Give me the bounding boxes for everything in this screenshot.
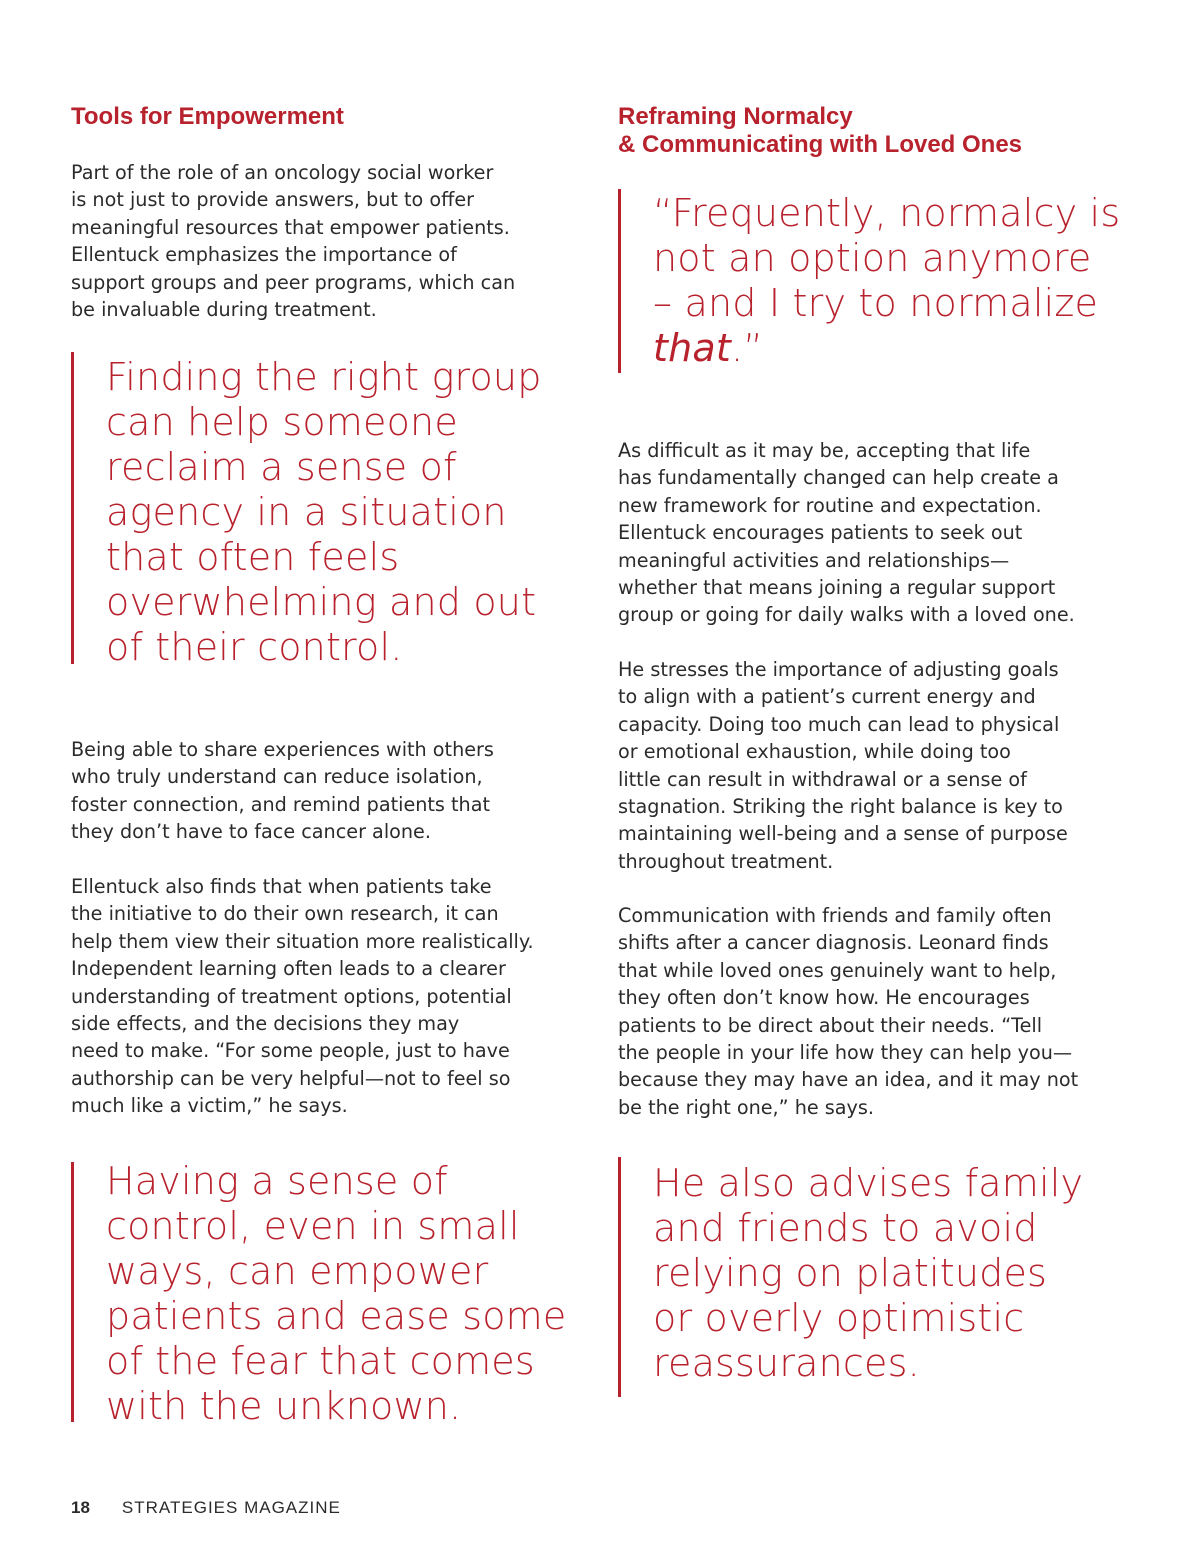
section-heading-tools: Tools for Empowerment xyxy=(71,103,344,130)
pull-quote-text xyxy=(653,191,1138,371)
paragraph-accepting-change: As difficult as it may be, accepting that life has fundamentally changed can help create a new framework for routine and expectation. Ellentuck encourages patients to seek out meaningful activities and relationships— whether that means joining a regular support group or going for daily walks with a loved one. xyxy=(618,439,1075,627)
pull-quote-finding-group xyxy=(71,352,586,669)
pull-quote-platitudes xyxy=(618,1157,1138,1397)
pull-quote-text: He also advises family and friends to avoid relying on platitudes or overly optimistic reassurances. xyxy=(653,1161,1084,1385)
paragraph-adjusting-goals: He stresses the importance of adjusting goals to align with a patient’s current energy and capacity. Doing too much can lead to physical or emotional exhaustion, while doing too little can result in withdrawal or a sense of stagnation. Striking the right balance is key to maintaining well-being and a sense of purpose throughout treatment. xyxy=(618,658,1068,873)
section-heading-reframing: Reframing Normalcy & Communicating with Loved Ones xyxy=(618,103,1023,158)
pull-quote-normalcy xyxy=(618,189,1138,373)
quote-main-text: “Frequently, normalcy is not an option anymore – and I try to normalize xyxy=(653,191,1121,325)
quote-closing: .” xyxy=(730,326,764,370)
magazine-name: STRATEGIES MAGAZINE xyxy=(121,1498,341,1517)
paragraph-sharing-experiences: Being able to share experiences with others who truly understand can reduce isolation, foster connection, and remind patients that they don’t have to face cancer alone. xyxy=(71,738,494,844)
paragraph-role-of-social-worker: Part of the role of an oncology social worker is not just to provide answers, but to offer meaningful resources that empower patients. Ellentuck emphasizes the importance of support groups and peer programs, which can be invaluable during treatment. xyxy=(71,161,516,322)
pull-quote-text: Finding the right group can help someone reclaim a sense of agency in a situation that often feels overwhelming and out of their control. xyxy=(106,355,542,669)
quote-italic-word: that xyxy=(653,326,731,370)
paragraph-communication: Communication with friends and family often shifts after a cancer diagnosis. Leonard finds that while loved ones genuinely want to help, they often don’t know how. He encourages patients to be direct about their needs. “Tell the people in your life how they can help you— because they may have an idea, and it may not be the right one,” he says. xyxy=(618,904,1079,1119)
page-number: 18 xyxy=(71,1498,90,1517)
page-footer xyxy=(71,1498,341,1518)
pull-quote-text: Having a sense of control, even in small ways, can empower patients and ease some of the fear that comes with the unknown. xyxy=(106,1159,567,1428)
paragraph-own-research: Ellentuck also finds that when patients take the initiative to do their own research, it can help them view their situation more realistically. Independent learning often leads to a clearer understanding of treatment options, potential side effects, and the decisions they may need to make. “For some people, just to have authorship can be very helpful—not to feel so much like a victim,” he says. xyxy=(71,875,534,1118)
pull-quote-sense-of-control xyxy=(71,1159,586,1428)
